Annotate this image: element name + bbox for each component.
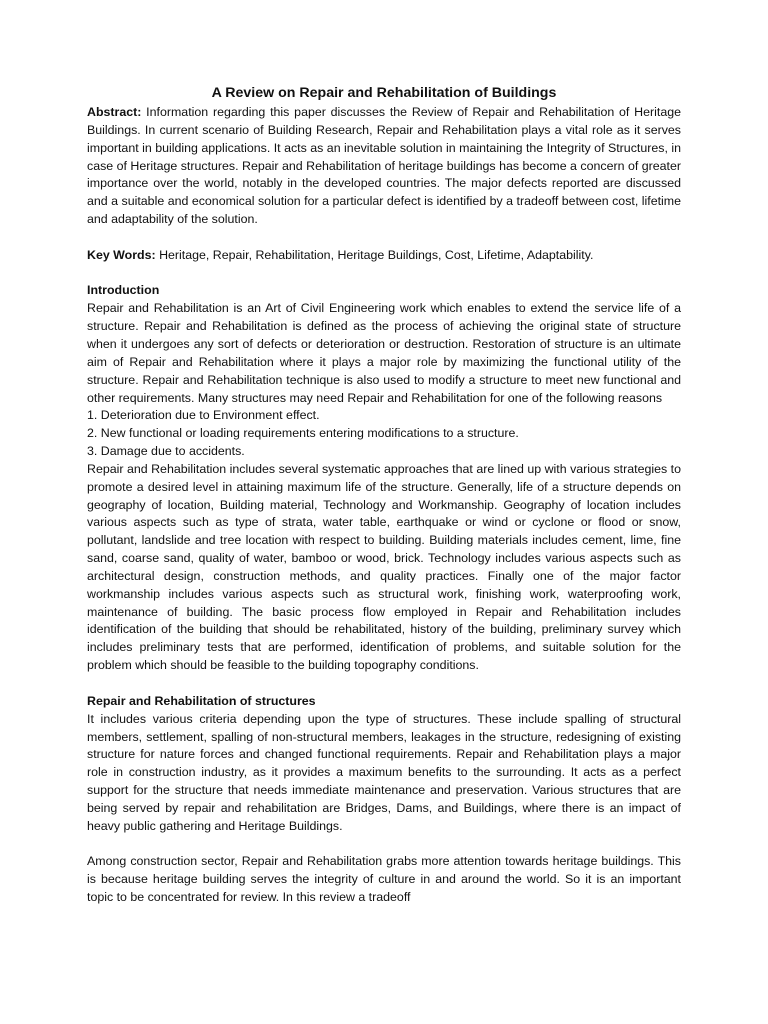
repair-section-paragraph-2: Among construction sector, Repair and Rehabilitation grabs more attention towards heritage buildings. This is because heritage building serves the integrity of culture in and around the world. So it is an important topic to be concentrated for review. In this review a tradeoff <box>87 854 681 905</box>
reasons-list-item: 1. Deterioration due to Environment effect. <box>87 408 320 423</box>
spacer <box>87 229 681 247</box>
reasons-list-item: 2. New functional or loading requirements entering modifications to a structure. <box>87 426 519 441</box>
document-page <box>87 84 681 907</box>
keywords-paragraph <box>87 247 681 265</box>
spacer <box>87 836 681 854</box>
abstract-text: Information regarding this paper discusses the Review of Repair and Rehabilitation of Heritage Buildings. In current scenario of Building Research, Repair and Rehabilitation plays a vital role as it serves important in building applications. It acts as an inevitable solution in maintaining the Integrity of Structures, in case of Heritage structures. Repair and Rehabilitation of heritage buildings has become a concern of greater importance over the world, notably in the developed countries. The major defects reported are discussed and a suitable and economical solution for a particular defect is identified by a tradeoff between cost, lifetime and adaptability of the solution. <box>87 105 681 227</box>
paper-title: A Review on Repair and Rehabilitation of Buildings <box>211 85 557 101</box>
introduction-paragraph-2: Repair and Rehabilitation includes several systematic approaches that are lined up with various strategies to promote a desired level in attaining maximum life of the structure. Generally, life of a structure depends on geography of location, Building material, Technology and Workmanship. Geography of location includes various aspects such as type of strata, water table, earthquake or wind or cyclone or flood or snow, pollutant, landslide and tree location with respect to building. Building materials includes cement, lime, fine sand, coarse sand, quality of water, bamboo or wood, brick. Technology includes various aspects such as architectural design, construction methods, and quality practices. Finally one of the major factor workmanship includes various aspects such as structural work, finishing work, waterproofing work, maintenance of building. The basic process flow employed in Repair and Rehabilitation includes identification of the building that should be rehabilitated, history of the building, preliminary survey which includes preliminary tests that are performed, identification of problems, and suitable solution for the problem which should be feasible to the building topography conditions. <box>87 461 681 673</box>
introduction-paragraph-1: Repair and Rehabilitation is an Art of Civil Engineering work which enables to extend the service life of a structure. Repair and Rehabilitation is defined as the process of achieving the original state of structure when it undergoes any sort of defects or deterioration or destruction. Restoration of structure is an ultimate aim of Repair and Rehabilitation where it plays a major role by maximizing the functional utility of the structure. Repair and Rehabilitation technique is also used to modify a structure to meet new functional and other requirements. Many structures may need Repair and Rehabilitation for one of the following reasons <box>87 301 681 405</box>
abstract-paragraph <box>87 104 681 229</box>
keywords-label: Key Words: <box>87 247 156 262</box>
spacer <box>87 675 681 693</box>
spacer <box>87 265 681 283</box>
abstract-label: Abstract: <box>87 105 142 119</box>
repair-section-paragraph-1: It includes various criteria depending upon the type of structures. These include spalling of structural members, settlement, spalling of non-structural members, leakages in the structure, redesigning of existing structure for nature forces and changed functional requirements. Repair and Rehabilitation plays a major role in construction industry, as it provides a maximum benefits to the surrounding. It acts as a perfect support for the structure that needs immediate maintenance and preservation. Various structures that are being served by repair and rehabilitation are Bridges, Dams, and Buildings, where there is an impact of heavy public gathering and Heritage Buildings. <box>87 711 681 833</box>
introduction-heading: Introduction <box>87 283 160 298</box>
reasons-list-item: 3. Damage due to accidents. <box>87 444 245 459</box>
keywords-text: Heritage, Repair, Rehabilitation, Heritage Buildings, Cost, Lifetime, Adaptability. <box>155 247 594 262</box>
repair-section-heading: Repair and Rehabilitation of structures <box>87 693 316 708</box>
